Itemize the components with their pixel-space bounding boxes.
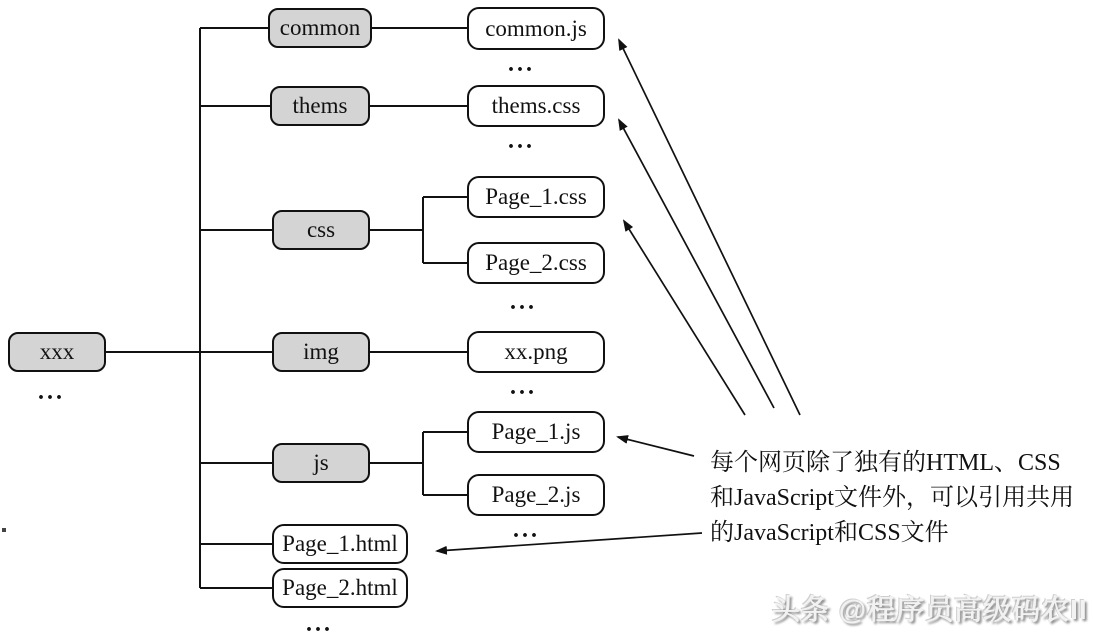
ellipsis-common-js: ... — [508, 51, 535, 77]
file-node-page2-js: Page_2.js — [467, 474, 605, 516]
root-node-xxx: xxx — [8, 332, 106, 372]
watermark: 头条 @程序员高级码农II — [772, 594, 1088, 625]
file-node-page2-html: Page_2.html — [272, 568, 408, 608]
folder-node-css: css — [272, 210, 370, 250]
arrow-to-page1-js — [618, 437, 694, 456]
ellipsis-root: ... — [38, 379, 65, 405]
ellipsis-thems-css: ... — [508, 128, 535, 154]
link-css-to-pagecss — [370, 197, 467, 263]
folder-node-thems: thems — [270, 86, 370, 126]
file-node-page1-css: Page_1.css — [467, 176, 605, 218]
arrow-to-page1-html — [437, 533, 702, 551]
ellipsis-page-html: ... — [306, 611, 333, 637]
scan-artifact-dot — [2, 528, 6, 532]
annotation-line-2: 和JavaScript文件外，可以引用共用 — [710, 485, 1074, 511]
file-node-thems-css: thems.css — [467, 85, 605, 127]
file-node-page1-js: Page_1.js — [467, 411, 605, 453]
file-node-page1-html: Page_1.html — [272, 524, 408, 564]
link-js-to-pagejs — [370, 432, 467, 495]
file-node-page2-css: Page_2.css — [467, 242, 605, 284]
annotation-text — [710, 446, 1093, 551]
arrow-to-page-css — [624, 221, 745, 415]
file-node-common-js: common.js — [467, 7, 605, 50]
ellipsis-xx-png: ... — [510, 374, 537, 400]
folder-node-img: img — [272, 332, 370, 372]
arrow-to-thems-css — [619, 120, 774, 408]
ellipsis-page-css: ... — [510, 289, 537, 315]
annotation-line-3: 的JavaScript和CSS文件 — [710, 520, 949, 546]
folder-node-js: js — [272, 443, 370, 483]
annotation-line-1: 每个网页除了独有的HTML、CSS — [710, 450, 1061, 476]
file-node-xx-png: xx.png — [467, 331, 605, 373]
ellipsis-page-js: ... — [513, 517, 540, 543]
folder-node-common: common — [268, 8, 372, 48]
